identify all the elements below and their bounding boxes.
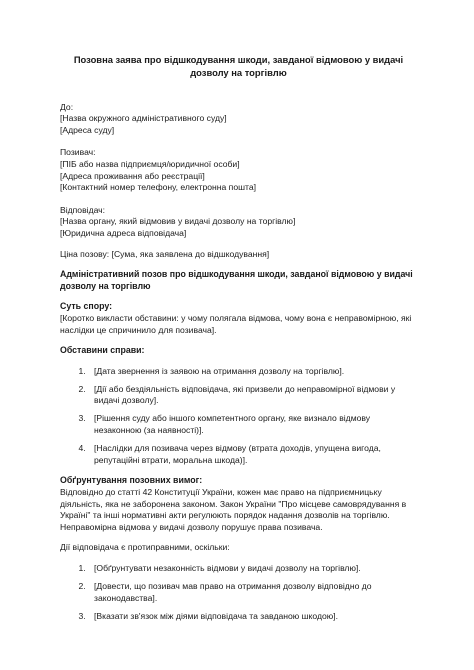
unlawful-section bbox=[60, 542, 417, 622]
justification-text: Відповідно до статті 42 Конституції України, кожен має право на підприємницьку діяльність, яка не заборонена законом. Закон України "Про місцеве самоврядування в Україні" та інші нормативні акти регулюють порядок надання дозволів на торгівлю. Неправомірна відмова у видачі дозволу порушує права позивача. bbox=[60, 486, 407, 532]
justification-section bbox=[60, 475, 417, 533]
plaintiff-block bbox=[60, 147, 417, 193]
claim-price: Ціна позову: [Сума, яка заявлена до відшкодування] bbox=[60, 248, 270, 259]
defendant-address: [Юридична адреса відповідача] bbox=[60, 227, 187, 238]
to-block bbox=[60, 102, 417, 137]
list-item: 2. [Дії або бездіяльність відповідача, які призвели до неправомірної відмови у видачі дозволу]. bbox=[88, 384, 417, 407]
court-name: [Назва окружного адміністративного суду] bbox=[60, 113, 227, 124]
circumstances-list bbox=[60, 366, 417, 467]
plaintiff-label: Позивач: bbox=[60, 147, 96, 158]
list-item: 4. [Наслідки для позивача через відмову (втрата доходів, упущена вигода, репутаційні втрати, моральна шкода)]. bbox=[88, 443, 417, 466]
plaintiff-contacts: [Контактний номер телефону, електронна пошта] bbox=[60, 182, 257, 193]
unlawful-list bbox=[60, 563, 417, 622]
list-item: 1. [Обґрунтувати незаконність відмови у видачі дозволу на торгівлю]. bbox=[88, 563, 417, 575]
unlawful-intro: Дії відповідача є протиправними, оскільки: bbox=[60, 542, 230, 553]
justification-heading: Обґрунтування позовних вимог: bbox=[60, 475, 203, 486]
defendant-name: [Назва органу, який відмовив у видачі дозволу на торгівлю] bbox=[60, 216, 296, 227]
dispute-text: [Коротко викласти обставини: у чому полягала відмова, чому вона є неправомірною, які наслідки це спричинило для позивача]. bbox=[60, 312, 412, 335]
dispute-heading: Суть спору: bbox=[60, 301, 113, 312]
defendant-label: Відповідач: bbox=[60, 204, 106, 215]
circumstances-section bbox=[60, 345, 417, 466]
dispute-section bbox=[60, 301, 417, 336]
defendant-block bbox=[60, 205, 417, 240]
document-title: Позовна заява про відшкодування шкоди, завданої відмовою у видачі дозволу на торгівлю bbox=[73, 54, 404, 78]
list-item: 2. [Довести, що позивач мав право на отримання дозволу відповідно до законодавства]. bbox=[88, 581, 417, 604]
plaintiff-name: [ПІБ або назва підприємця/юридичної особи] bbox=[60, 158, 240, 169]
circumstances-heading: Обставини справи: bbox=[60, 345, 145, 356]
list-item: 3. [Рішення суду або іншого компетентного органу, яке визнало відмову незаконною (за наявності)]. bbox=[88, 413, 417, 436]
list-item: 3. [Вказати зв'язок між діями відповідача та завданою шкодою]. bbox=[88, 611, 417, 623]
claim-heading: Адміністративний позов про відшкодування шкоди, завданої відмовою у видачі дозволу на торгівлю bbox=[60, 269, 413, 291]
plaintiff-address: [Адреса проживання або реєстрації] bbox=[60, 170, 205, 181]
list-item: 1. [Дата звернення із заявою на отримання дозволу на торгівлю]. bbox=[88, 366, 417, 378]
court-address: [Адреса суду] bbox=[60, 124, 115, 135]
to-label: До: bbox=[60, 101, 74, 112]
